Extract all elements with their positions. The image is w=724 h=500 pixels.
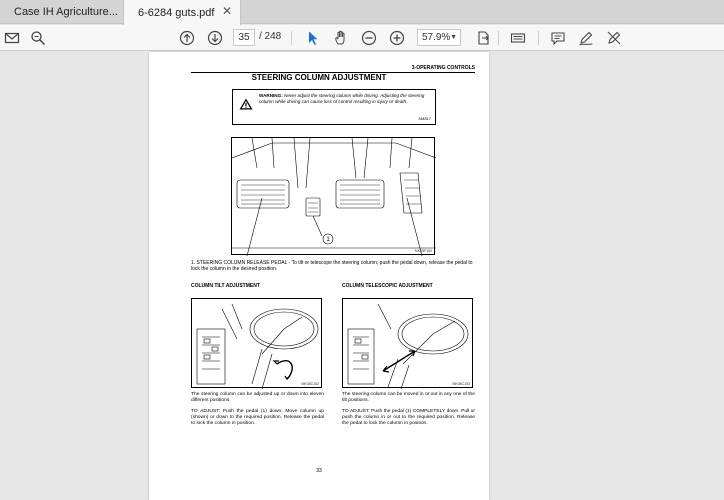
mail-icon[interactable] <box>2 28 22 48</box>
pedal-illustration <box>231 137 435 255</box>
warning-icon <box>239 98 253 110</box>
comment-icon[interactable] <box>548 28 568 48</box>
callout-1: 1 <box>326 237 330 243</box>
hand-icon[interactable] <box>331 28 351 48</box>
down-arrow-icon[interactable] <box>205 28 225 48</box>
tab-label: Case IH Agriculture... <box>14 6 118 18</box>
toolbar <box>0 25 724 51</box>
telescopic-heading: COLUMN TELESCOPIC ADJUSTMENT <box>342 283 433 289</box>
tab-guts-pdf[interactable] <box>123 0 241 25</box>
tab-label: 6-6284 guts.pdf <box>138 6 215 19</box>
pen-icon[interactable] <box>576 28 596 48</box>
up-arrow-icon[interactable] <box>177 28 197 48</box>
close-icon[interactable]: ✕ <box>221 4 232 18</box>
divider <box>538 31 539 45</box>
tilt-illustration <box>191 298 322 388</box>
cursor-icon[interactable] <box>303 28 323 48</box>
sign-icon[interactable] <box>604 28 624 48</box>
zoom-select[interactable] <box>417 29 461 46</box>
tilt-paragraph-1: The steering column can be adjusted up or down into eleven different positions. <box>191 392 324 404</box>
document-viewport[interactable] <box>0 52 724 500</box>
warning-text: Never adjust the steering column while driving. Adjusting the steering column while driving can cause loss of control resulting in injury or death. <box>259 93 425 104</box>
search-icon[interactable] <box>28 28 48 48</box>
figure-code: MK08C153 <box>452 382 470 386</box>
zoom-in-icon[interactable] <box>387 28 407 48</box>
telescopic-paragraph-1: The steering column can be moved in or out in any one of the tilt positions. <box>342 392 475 404</box>
figure-code: MK08F150 <box>414 249 432 253</box>
tilt-paragraph-2: TO ADJUST: Push the pedal (1) down. Move column up (shown) or down to the required position. Release the pedal to lock the column in position. <box>191 409 324 427</box>
pdf-page <box>149 52 489 500</box>
zoom-value: 57.9% <box>422 32 451 43</box>
page-total: / 248 <box>259 31 282 42</box>
telescopic-illustration <box>342 298 473 388</box>
telescopic-paragraph-2: TO ADJUST: Push the pedal (1) COMPLETELY down. Pull or push the column in or out to the required position. Release the pedal to lock the column in position. <box>342 409 475 427</box>
warning-label: WARNING: <box>259 93 283 98</box>
telescopic-drawing <box>343 299 474 389</box>
tab-case-ih[interactable] <box>0 0 122 24</box>
tab-bar <box>0 0 724 24</box>
page-number: 33 <box>316 468 322 474</box>
divider <box>291 31 292 45</box>
chevron-down-icon: ▼ <box>450 34 457 41</box>
fit-page-icon[interactable] <box>474 28 494 48</box>
tilt-heading: COLUMN TILT ADJUSTMENT <box>191 283 260 289</box>
read-mode-icon[interactable] <box>508 28 528 48</box>
page-title: STEERING COLUMN ADJUSTMENT <box>251 73 387 82</box>
pedal-drawing <box>232 138 436 256</box>
tilt-drawing <box>192 299 323 389</box>
warning-code: SM817 <box>418 116 431 121</box>
divider <box>498 31 499 45</box>
page-number-input[interactable]: 35 <box>233 29 255 46</box>
caption-release-pedal: 1. STEERING COLUMN RELEASE PEDAL - To tilt or telescope the steering column, push the pedal down, release the pedal to lock the column in the desired position. <box>191 260 473 273</box>
warning-box <box>232 89 436 125</box>
zoom-out-icon[interactable] <box>359 28 379 48</box>
figure-code: MK08C152 <box>301 382 319 386</box>
section-header: 3-OPERATING CONTROLS <box>191 65 475 73</box>
